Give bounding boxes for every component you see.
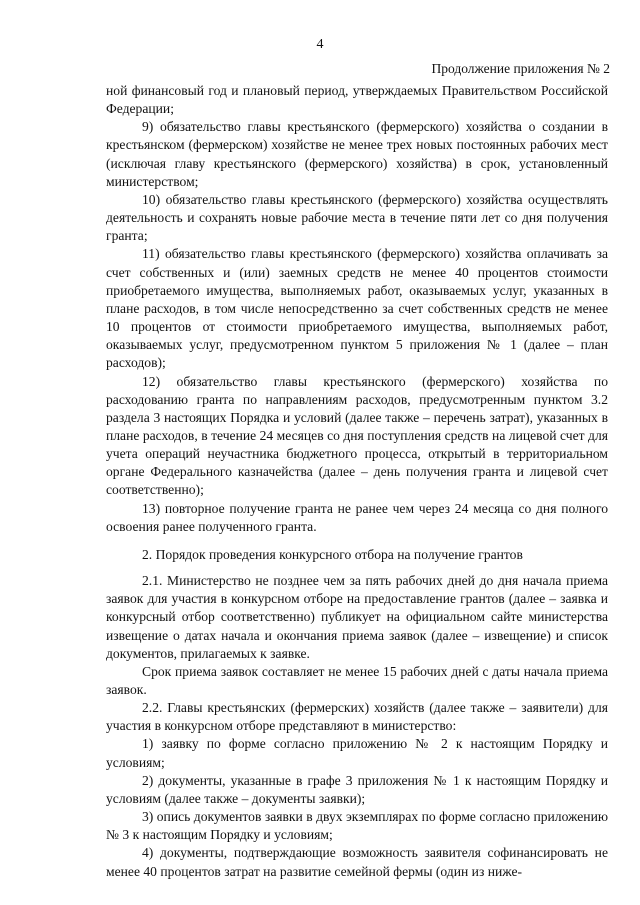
paragraph-item-11: 11) обязательство главы крестьянского (фермерского) хозяйства оплачивать за счет собственных и (или) заемных средств не менее 40 процентов стоимости приобретаемого имущества, выполняемых работ, оказываемых услуг, указанных в плане расходов, в том числе непосредственно за счет собственных средств не менее 10 процентов от стоимости приобретаемого имущества, выполняемых работ, оказываемых услуг, предусмотренном пунктом 5 приложения № 1 (далее – план расходов); [106, 246, 608, 371]
paragraph-item-12: 12) обязательство главы крестьянского (фермерского) хозяйства по расходованию гранта по направлениям расходов, предусмотренным пунктом 3.2 раздела 3 настоящих Порядка и условий (далее также – перечень затрат), указанных в плане расходов, в течение 24 месяцев со дня поступления средств на лицевой счет для учета операций неучастника бюджетного процесса, открытый в территориальном органе Федерального казначейства (далее – день получения гранта и лицевой счет соответственно); [106, 373, 608, 498]
paragraph-2-1: 2.1. Министерство не позднее чем за пять рабочих дней до дня начала приема заявок для участия в конкурсном отборе на предоставление грантов (далее – заявка и конкурсный отбор соответственно) публикует на официальном сайте министерства извещение о датах начала и окончания приема заявок (далее – извещение) и список документов, прилагаемых к заявке. [106, 573, 608, 661]
appendix-continuation-label: Продолжение приложения № 2 [431, 61, 610, 76]
paragraph-list-1: 1) заявку по форме согласно приложению № 2 к настоящим Порядку и условиям; [106, 736, 608, 770]
paragraph-item-9: 9) обязательство главы крестьянского (фермерского) хозяйства о создании в крестьянском (фермерском) хозяйстве не менее трех новых постоянных рабочих мест (исключая главу крестьянского (фермерского) хозяйства) в срок, установленный министерством; [106, 119, 608, 189]
paragraph-list-4: 4) документы, подтверждающие возможность заявителя софинансировать не менее 40 процентов затрат на развитие семейной фермы (один из ниже- [106, 845, 608, 879]
paragraph-2-2: 2.2. Главы крестьянских (фермерских) хозяйств (далее также – заявители) для участия в конкурсном отборе представляют в министерство: [106, 700, 608, 734]
paragraph-continuation: ной финансовый год и плановый период, утверждаемых Правительством Российской Федерации; [106, 83, 608, 117]
paragraph-item-10: 10) обязательство главы крестьянского (фермерского) хозяйства осуществлять деятельность и сохранять новые рабочие места в течение пяти лет со дня получения гранта; [106, 191, 608, 244]
paragraph-deadline: Срок приема заявок составляет не менее 15 рабочих дней с даты начала приема заявок. [106, 663, 608, 697]
document-body [106, 82, 608, 881]
page-number: 4 [316, 37, 324, 52]
paragraph-list-3: 3) опись документов заявки в двух экземплярах по форме согласно приложению № 3 к настоящим Порядку и условиям; [106, 809, 608, 843]
paragraph-list-2: 2) документы, указанные в графе 3 приложения № 1 к настоящим Порядку и условиям (далее также – документы заявки); [106, 772, 608, 806]
paragraph-item-13: 13) повторное получение гранта не ранее чем через 24 месяца со дня полного освоения ранее полученного гранта. [106, 500, 608, 534]
section-heading: 2. Порядок проведения конкурсного отбора на получение грантов [142, 546, 523, 562]
